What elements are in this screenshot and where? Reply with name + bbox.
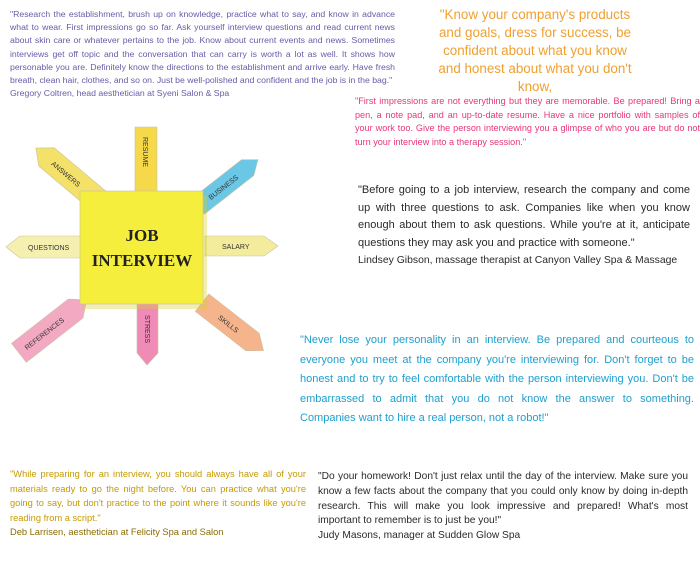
arrow-salary-label: SALARY (222, 244, 250, 251)
quote-author: Deb Larrisen, aesthetician at Felicity Spa and Salon (10, 527, 224, 538)
quote-text: "Never lose your personality in an interview. Be prepared and courteous to everyone you meet at the company you're interviewing for. Don't forget to be honest and to try to feel comfortable with the person interviewing you. Don't be embarrassed to admit that you do not know the answer to something. Companies want to hire a real person, not a robot!" (300, 334, 694, 425)
arrow-questions (6, 236, 85, 258)
quote-text: "Do your homework! Don't just relax until the day of the interview. Make sure you know a few facts about the company that you could only know by doing in-depth research. This will make you look impressive and prepared! What's most important to remember is to just be you!" (318, 471, 688, 527)
arrow-salary (205, 236, 278, 256)
quote-lindsey-gibson (358, 182, 690, 270)
quote-know-your-company (435, 6, 635, 96)
quote-text: "While preparing for an interview, you should always have all of your materials ready to go the night before. You can practice what you're going to say, but don't practice to the point where it sounds like you're reading from a script." (10, 469, 306, 523)
quote-gregory-coltren (10, 8, 395, 100)
quote-text: "First impressions are not everything but they are memorable. Be prepared! Bring a pen, a note pad, and an up-to-date resume. Have a nice portfolio with samples of your work too. Give the person interviewing you a glimpse of who you are but do not turn your interview into a therapy session." (355, 96, 700, 147)
quote-judy-masons (318, 470, 688, 544)
sticky-note-title-line1: JOB (125, 226, 159, 245)
quote-deb-larrisen (10, 467, 306, 540)
quote-text: "Research the establishment, brush up on knowledge, practice what to say, and know in advance what to wear. First impressions go so far. Ask yourself interview questions and read current news about skin care or whatever pertains to the job. Know about current events and news. Sometimes interviews get off topic and the conversation that can carry is worth a lot as well. It shows how personable you are. Definitely know the directions to the establishment and arrive early. Have fresh breath, clean hair, clothes, and so on. Just be well-polished and confident and the job is in the bag." (10, 9, 395, 86)
quote-first-impressions (355, 95, 700, 149)
arrow-questions-label: QUESTIONS (28, 245, 70, 252)
quote-text: "Know your company's products and goals, dress for success, be confident about what you know and honest about what you don't know, (438, 7, 632, 94)
arrow-skills-label: SKILLS (216, 314, 240, 335)
arrow-resume-label: RESUME (141, 137, 148, 167)
arrow-stress-label: STRESS (143, 315, 150, 344)
quote-author: Lindsey Gibson, massage therapist at Canyon Valley Spa & Massage (358, 255, 678, 267)
arrow-references-label: REFERENCES (23, 316, 66, 352)
quote-never-lose-personality (300, 331, 694, 429)
sticky-note-body (80, 191, 203, 304)
arrow-business-label: BUSINESS (207, 174, 241, 202)
sticky-note (80, 191, 207, 309)
sticky-note-title-line2: INTERVIEW (91, 251, 193, 270)
quote-text: "Before going to a job interview, research the company and come up with three questions to ask. Companies like when you know enough about them to ask questions. While you're at it, anticipate questions they may ask you and practice with someone." (358, 184, 690, 249)
quote-author: Judy Masons, manager at Sudden Glow Spa (318, 530, 521, 542)
quote-author: Gregory Coltren, head aesthetician at Syeni Salon & Spa (10, 88, 230, 99)
arrow-stress (137, 300, 158, 365)
job-interview-graphic (0, 125, 300, 370)
arrow-answers-label: ANSWERS (49, 160, 82, 189)
